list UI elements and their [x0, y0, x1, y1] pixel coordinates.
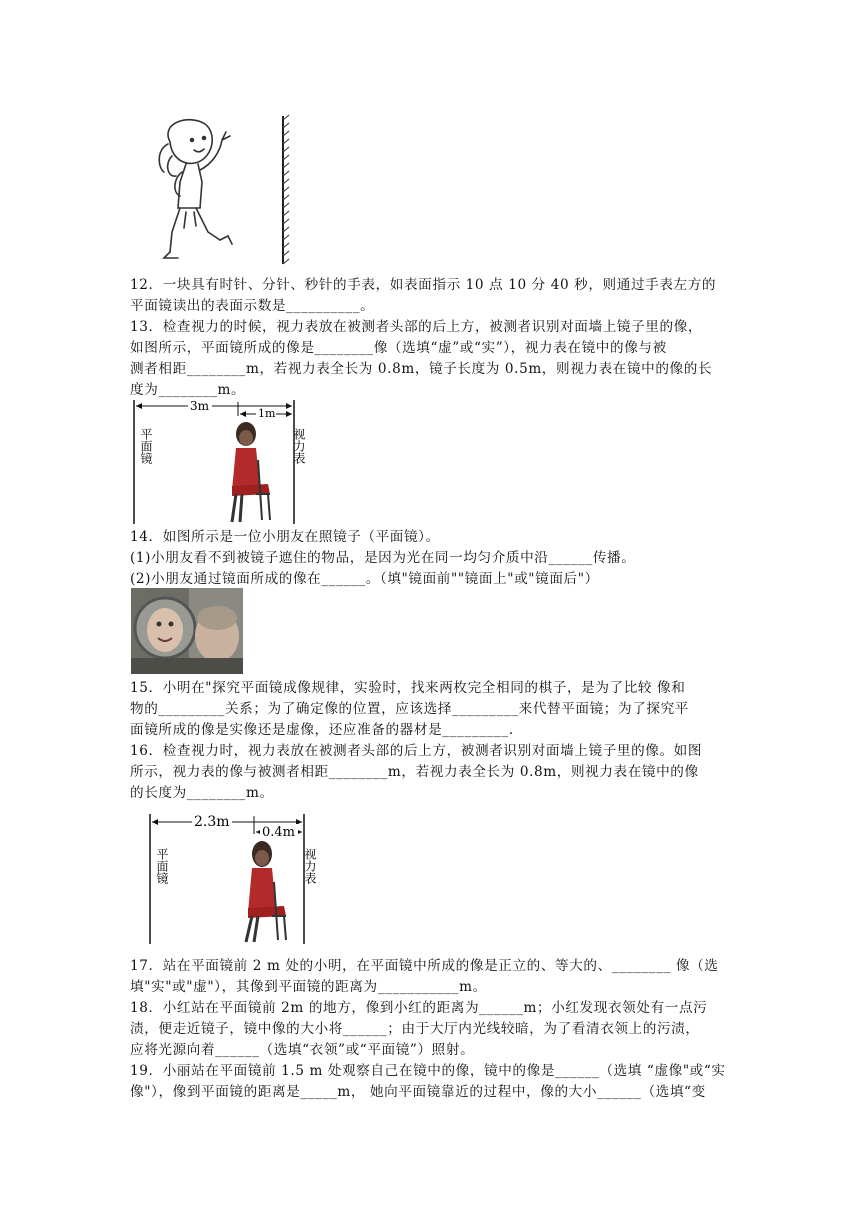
q14-line-3: (2)小朋友通过镜面所成的像在______。（填"镜面前""镜面上"或"镜面后"） [130, 571, 599, 587]
q19-line-2: 像"），像到平面镜的距离是_____m， 她向平面镜靠近的过程中，像的大小______（选填“变 [130, 1084, 706, 1100]
eye-test-figure-q13 [128, 398, 318, 526]
q18-line-2: 渍，便走近镜子，镜中像的大小将______；由于大厅内光线较暗，为了看清衣领上的污渍， [130, 1021, 700, 1037]
question-17 [130, 956, 730, 998]
q19-line-1: 19．小丽站在平面镜前 1.5 m 处观察自己在镜中的像，镜中的像是______（选填 “虚像"或“实 [130, 1063, 726, 1079]
q16-line-2: 所示，视力表的像与被测者相距________m，若视力表全长为 0.8m，则视力表在镜中的像 [130, 764, 699, 780]
q13-dist-total: 3m [190, 399, 210, 413]
q13-line-3: 测者相距________m，若视力表全长为 0.8m，镜子长度为 0.5m，则视力表在镜中的像的长 [130, 361, 713, 377]
question-19 [130, 1061, 730, 1103]
q16-dist-total: 2.3m [194, 814, 230, 830]
q13-line-4: 度为________m。 [130, 382, 246, 398]
q14-line-2: (1)小朋友看不到被镜子遮住的物品，是因为光在同一均匀介质中沿______传播。 [130, 550, 636, 566]
q15-line-2: 物的_________关系；为了确定像的位置，应该选择_________来代替平面镜；为了探究平 [130, 701, 689, 717]
q13-line-2: 如图所示，平面镜所成的像是________像（选填“虚”或“实”），视力表在镜中的像与被 [130, 340, 667, 356]
q13-chart-label: 视力表 [292, 428, 306, 464]
seated-person-icon [246, 841, 286, 942]
eye-test-figure-q16 [144, 812, 330, 948]
q17-line-1: 17．站在平面镜前 2 m 处的小明，在平面镜中所成的像是正立的、等大的、________ 像（选 [130, 958, 719, 974]
q15-line-3: 面镜所成的像是实像还是虚像，还应准备的器材是_________. [130, 722, 514, 738]
question-16 [130, 741, 730, 804]
q13-dist-near: 1m [258, 407, 276, 420]
q17-line-2: 填"实"或"虚"），其像到平面镜的距离为___________m。 [130, 979, 487, 995]
q18-line-1: 18．小红站在平面镜前 2m 的地方，像到小红的距离为______m；小红发现衣领处有一点污 [130, 1000, 708, 1016]
q16-chart-label: 视力表 [303, 848, 317, 884]
question-13 [130, 317, 730, 401]
seated-person-icon [232, 422, 270, 522]
q13-line-1: 13．检查视力的时候，视力表放在被测者头部的后上方，被测者识别对面墙上镜子里的像， [130, 319, 703, 335]
q12-line-2: 平面镜读出的表面示数是__________。 [130, 298, 375, 314]
q15-line-1: 15．小明在"探究平面镜成像规律，实验时，找来两枚完全相同的棋子，是为了比较 像和 [130, 680, 686, 696]
question-14 [130, 527, 730, 590]
q18-line-3: 应将光源向着______（选填“衣领”或“平面镜”）照射。 [130, 1042, 475, 1058]
q16-line-1: 16．检查视力时，视力表放在被测者头部的后上方，被测者识别对面墙上镜子里的像。如图 [130, 743, 703, 759]
q16-dist-near: 0.4m [262, 825, 296, 840]
q16-line-3: 的长度为________m。 [130, 785, 274, 801]
q13-mirror-label: 平面镜 [139, 428, 153, 464]
child-mirror-photo [131, 588, 243, 674]
question-12 [130, 275, 730, 317]
question-15 [130, 678, 730, 741]
q16-mirror-label: 平面镜 [155, 848, 169, 884]
girl-mirror-figure [150, 112, 300, 268]
question-18 [130, 998, 730, 1061]
q12-line-1: 12．一块具有时针、分针、秒针的手表，如表面指示 10 点 10 分 40 秒，则通过手表左方的 [130, 277, 717, 293]
q14-line-1: 14．如图所示是一位小朋友在照镜子（平面镜）。 [130, 529, 440, 545]
